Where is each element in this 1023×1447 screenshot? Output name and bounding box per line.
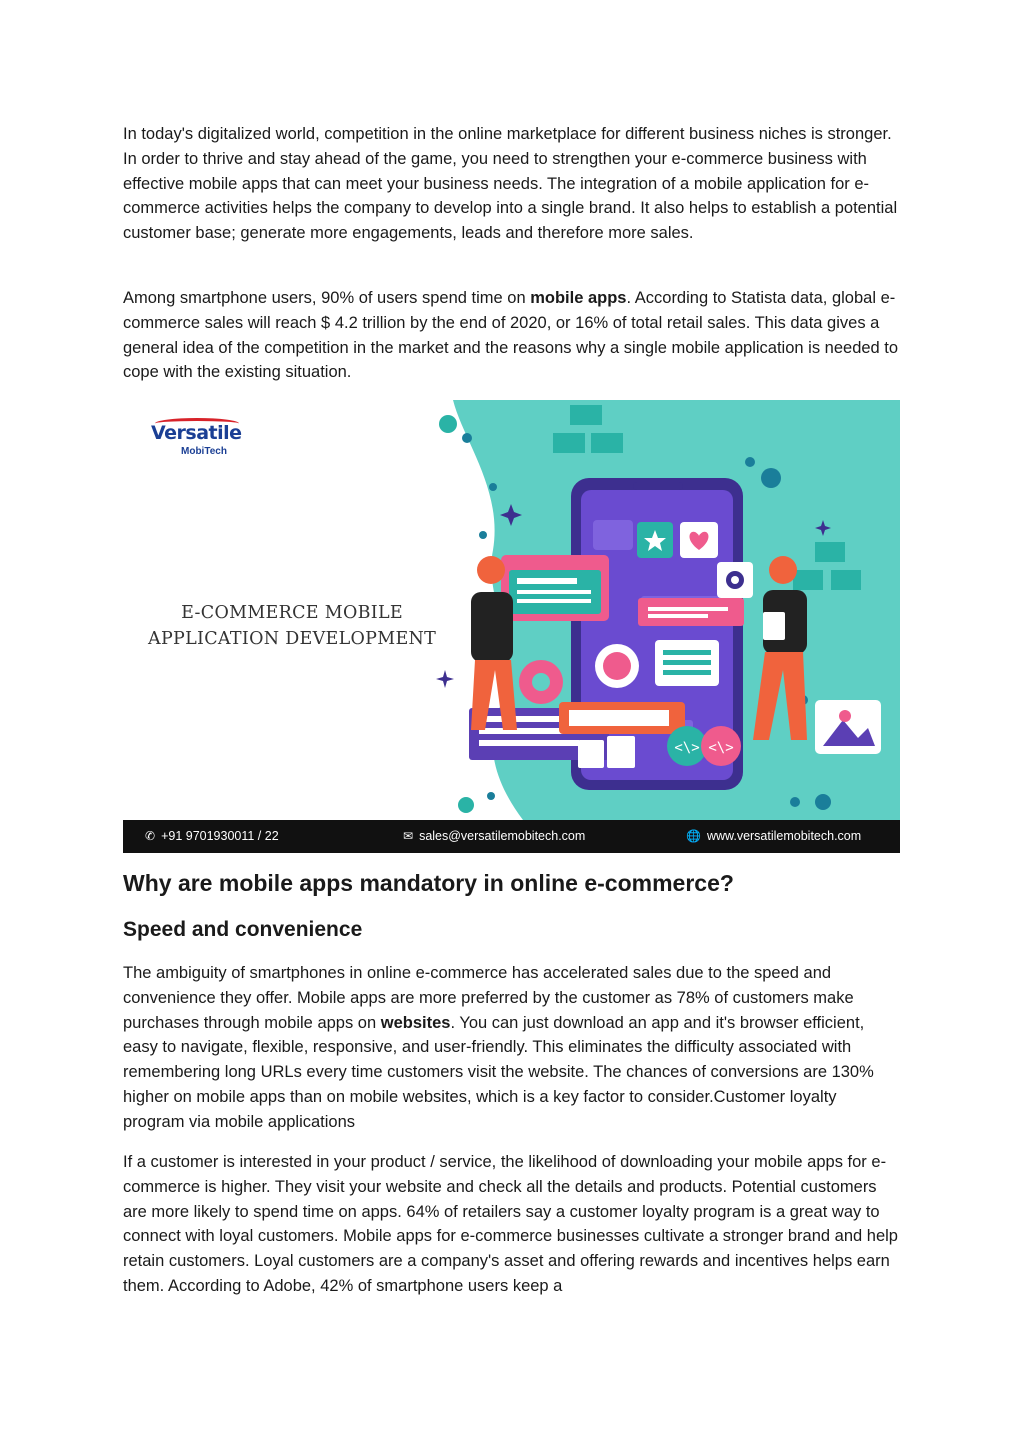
company-logo xyxy=(151,418,251,460)
section-heading: Why are mobile apps mandatory in online e-commerce? xyxy=(123,870,734,896)
contact-website[interactable] xyxy=(686,829,861,843)
intro-paragraph-2 xyxy=(123,286,900,385)
globe-icon: 🌐 xyxy=(686,829,701,843)
text-run: Among smartphone users, 90% of users spend time on xyxy=(123,289,531,307)
text-run: The ambiguity of smartphones in online e-commerce has accelerated sales due to the speed and convenience they offer. Mobile apps are more preferred by the customer as 78% of customers make purchases through mobile apps on xyxy=(123,964,854,1032)
dot-shape xyxy=(439,415,457,433)
email-text: sales@versatilemobitech.com xyxy=(419,829,586,843)
phone-icon: ✆ xyxy=(145,829,156,843)
banner-image xyxy=(123,400,900,853)
envelope-icon: ✉ xyxy=(403,829,414,843)
svg-text:<\>: <\> xyxy=(674,740,700,756)
contact-email[interactable] xyxy=(403,829,585,843)
body-paragraph-1 xyxy=(123,961,900,1135)
body-paragraph-2: If a customer is interested in your product / service, the likelihood of downloading your mobile apps for e-commerce is higher. They visit your website and check all the details and products. Potential customers are more likely to spend time on apps. 64% of retailers say a customer loyalty program is a great way to connect with loyal customers. Mobile apps for e-commerce businesses cultivate a stronger brand and help retain customers. Loyal customers are a company's asset and offering rewards and incentives helps earn them. According to Adobe, 42% of smartphone users keep a xyxy=(123,1153,898,1295)
contact-phone[interactable] xyxy=(145,829,279,843)
banner-title-line-1: E-COMMERCE MOBILE xyxy=(181,603,403,623)
logo-subtext: MobiTech xyxy=(181,446,227,457)
logo-text: Versatile xyxy=(151,422,242,444)
banner-title-line-2: APPLICATION DEVELOPMENT xyxy=(148,629,437,649)
phone-text: +91 9701930011 / 22 xyxy=(161,829,279,843)
woman-figure xyxy=(769,556,797,584)
section-subheading: Speed and convenience xyxy=(123,918,363,941)
websites-link[interactable]: websites xyxy=(380,1013,451,1032)
svg-text:<\>: <\> xyxy=(708,740,734,756)
contact-bar xyxy=(123,820,900,853)
banner-title xyxy=(148,600,436,652)
intro-paragraph-1: In today's digitalized world, competition in the online marketplace for different business niches is stronger. In order to thrive and stay ahead of the game, you need to strengthen your e-commerce business with effective mobile apps that can meet your business needs. The integration of a mobile application for e-commerce activities helps the company to develop into a single brand. It also helps to establish a potential customer base; generate more engagements, leads and therefore more sales. xyxy=(123,125,898,243)
website-text: www.versatilemobitech.com xyxy=(706,829,862,843)
text-run: . You can just download an app and it's browser efficient, easy to navigate, flexible, responsive, and user-friendly. This eliminates the difficulty associated with remembering long URLs every time customers visit the website. The chances of conversions are 130% higher on mobile apps than on mobile websites, which is a key factor to consider.Customer loyalty program via mobile applications xyxy=(123,1013,874,1131)
man-figure xyxy=(477,556,505,584)
mobile-apps-link[interactable]: mobile apps xyxy=(530,289,627,307)
text-run: . According to Statista data, global e-commerce sales will reach $ 4.2 trillion by the end of 2020, or 16% of total retail sales. This data gives a general idea of the competition in the market and the reasons why a single mobile application is needed to cope with the existing situation. xyxy=(123,289,899,382)
